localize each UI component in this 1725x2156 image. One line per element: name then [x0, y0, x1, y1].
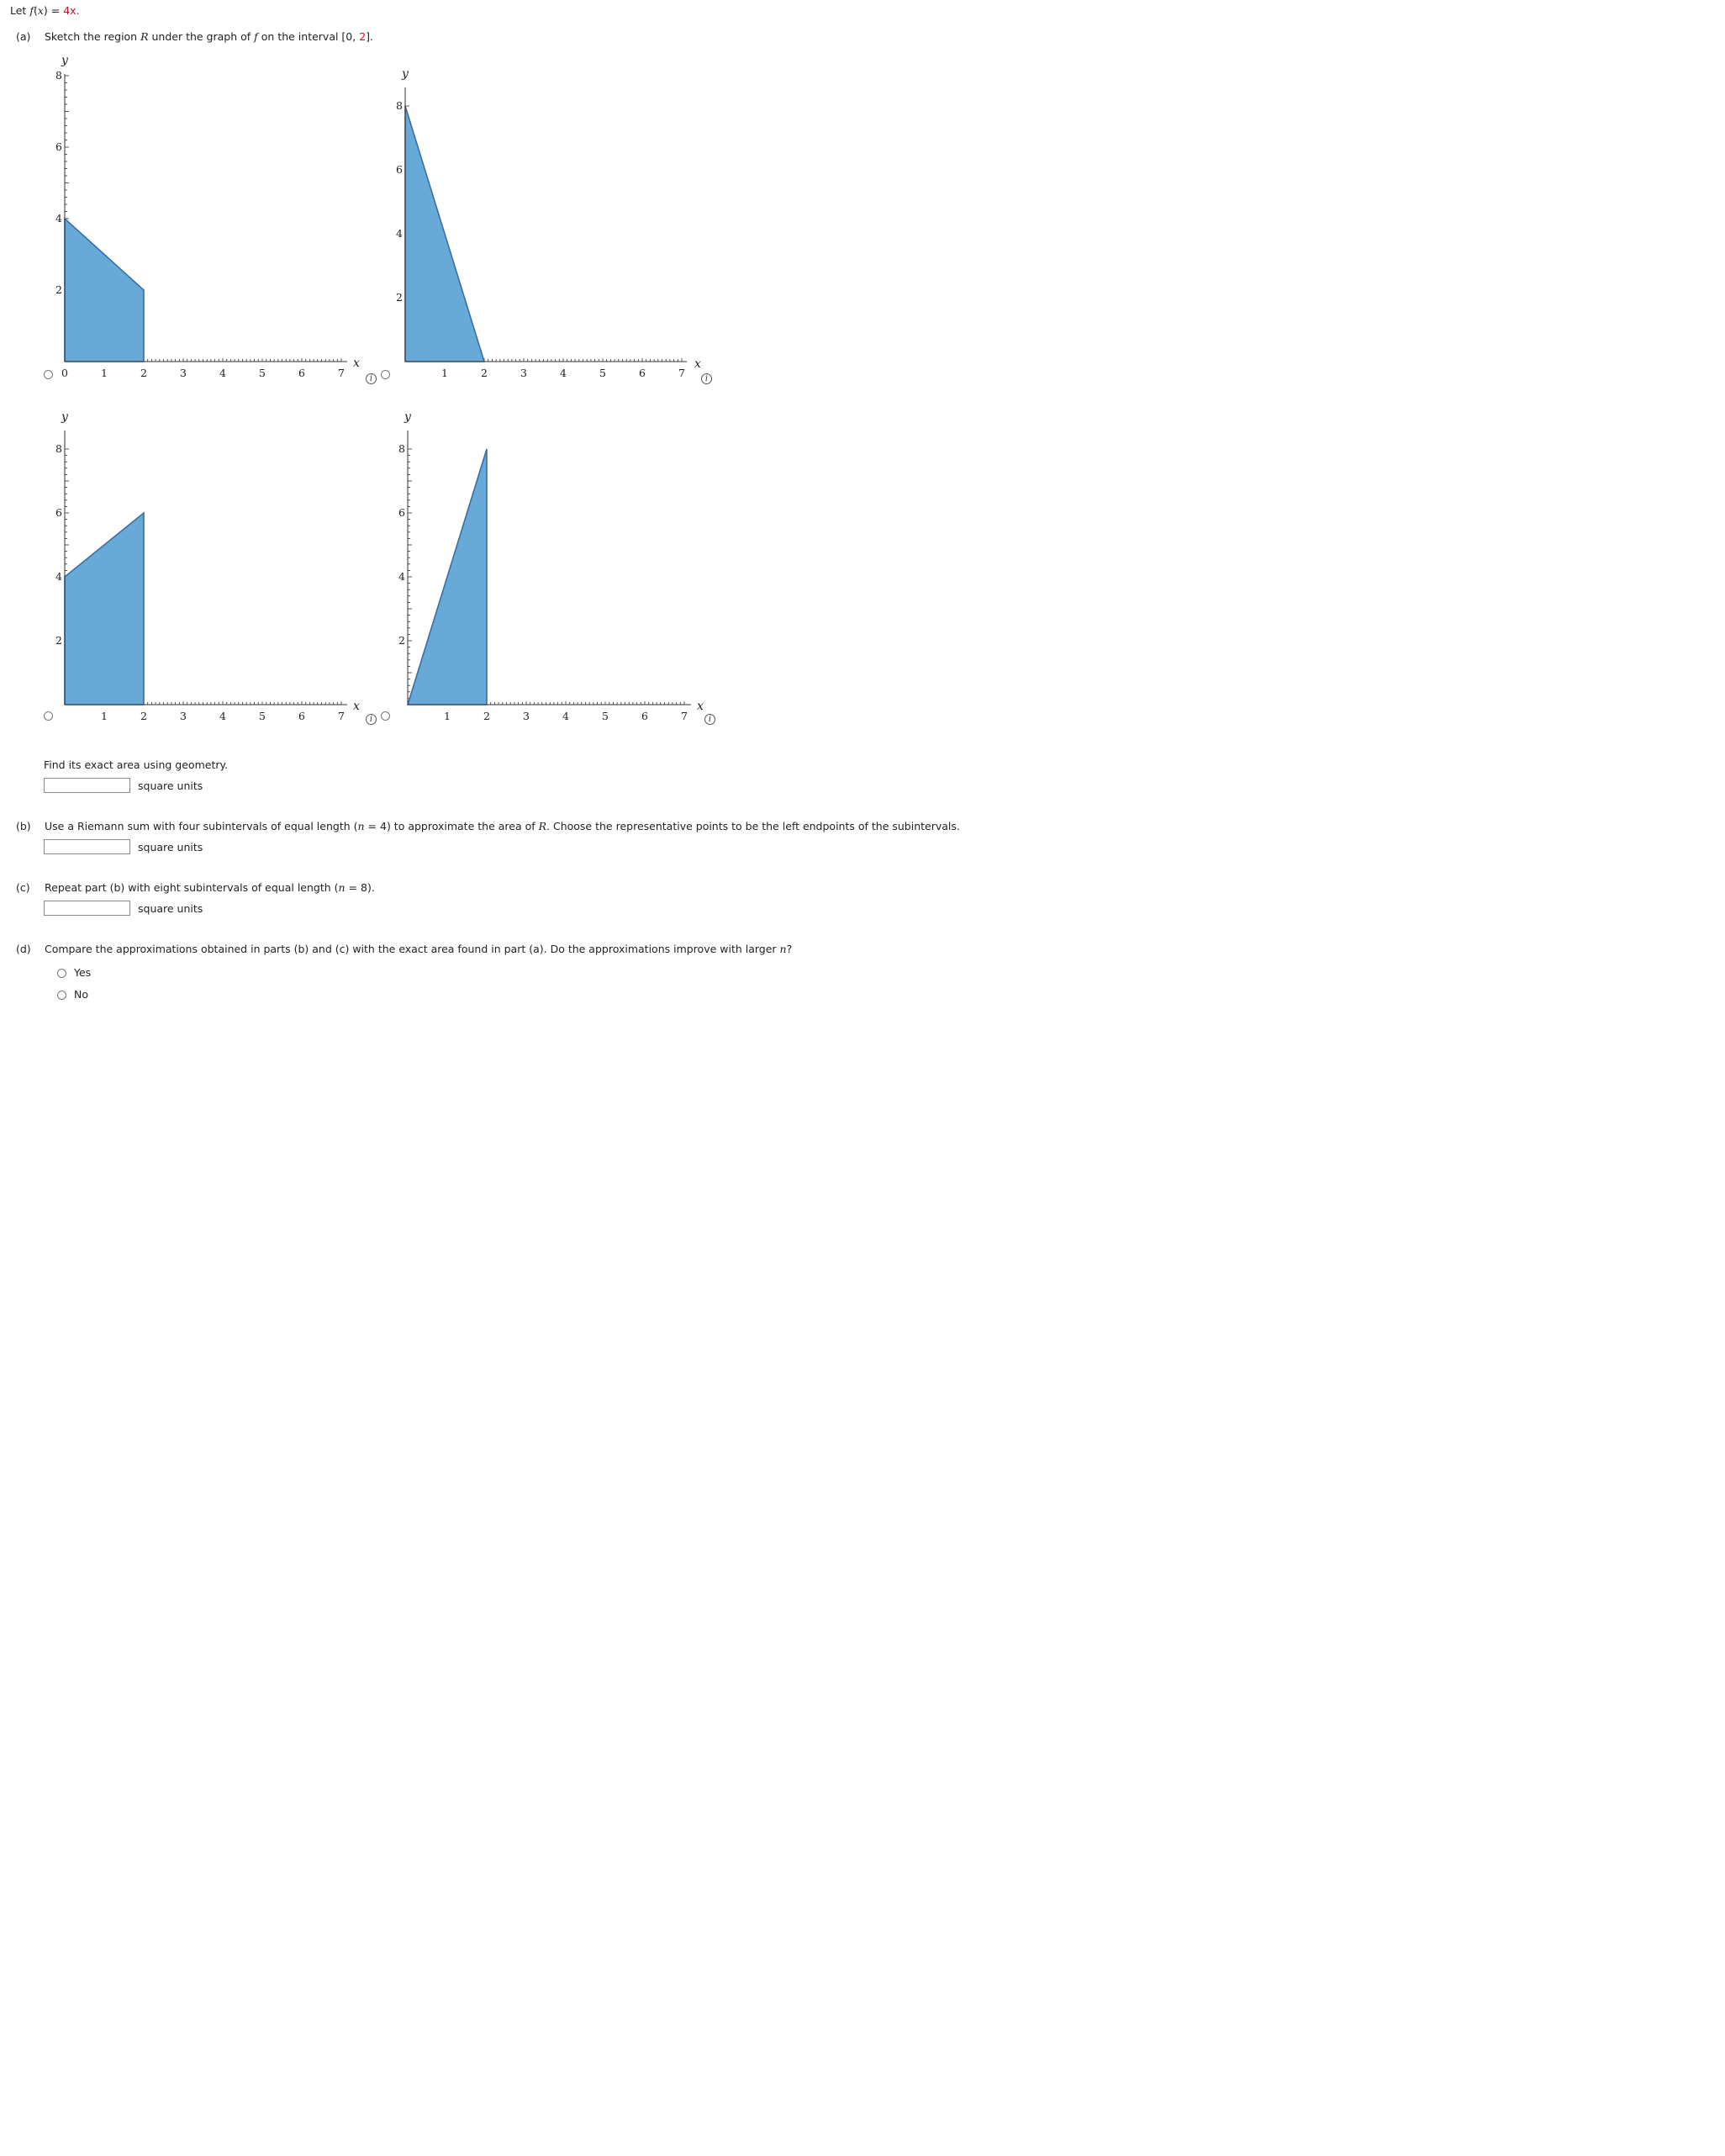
origin-label: 0 — [61, 367, 68, 379]
part-c-text-after: = 8). — [345, 881, 375, 894]
graph-option-c-radio[interactable] — [44, 711, 53, 721]
x-axis-label: x — [353, 700, 360, 713]
function-var: x — [37, 4, 44, 17]
part-d-prompt — [16, 943, 792, 955]
part-b-label: (b) — [16, 820, 31, 832]
info-icon[interactable]: i — [701, 373, 712, 384]
x-tick-label: 6 — [298, 367, 305, 379]
y-tick-label: 4 — [398, 570, 405, 583]
x-tick-label: 4 — [560, 367, 567, 379]
y-tick-label: 2 — [398, 634, 405, 647]
part-b-text: Use a Riemann sum with four subintervals of equal length ( — [45, 820, 358, 832]
y-axis-label: y — [61, 54, 68, 67]
y-tick-label: 6 — [398, 506, 405, 519]
x-tick-label: 4 — [219, 367, 226, 379]
y-axis-label: y — [404, 410, 411, 424]
n-var: n — [357, 820, 365, 832]
info-icon[interactable]: i — [704, 714, 715, 725]
x-tick-label: 1 — [101, 710, 108, 722]
region-fill — [405, 106, 484, 362]
x-tick-label: 7 — [681, 710, 688, 722]
equals: = — [47, 4, 64, 17]
y-axis-label: y — [402, 67, 409, 81]
part-a-units: square units — [138, 779, 203, 792]
n-var: n — [779, 943, 787, 955]
x-tick-label: 2 — [140, 710, 147, 722]
region-fill — [65, 513, 144, 705]
part-c-prompt — [16, 881, 375, 894]
y-tick-label: 4 — [396, 227, 403, 240]
x-tick-label: 2 — [140, 367, 147, 379]
region-fill — [408, 449, 487, 705]
x-tick-label: 2 — [483, 710, 490, 722]
part-a-text-mid: under the graph of — [148, 30, 255, 43]
y-tick-label: 6 — [55, 506, 62, 519]
function-expression: 4x. — [63, 4, 80, 17]
x-axis-label: x — [353, 357, 360, 370]
no-radio[interactable] — [57, 991, 66, 1000]
part-b-text-mid: to approximate the area of — [390, 820, 539, 832]
y-tick-label: 8 — [398, 442, 405, 455]
n-value: = 4) — [364, 820, 391, 832]
graph-option-d-radio[interactable] — [381, 711, 390, 721]
part-a-answer-input[interactable] — [44, 778, 130, 793]
graph-option-a-radio[interactable] — [44, 370, 53, 379]
part-d-text-after: ? — [786, 943, 793, 955]
x-tick-label: 5 — [602, 710, 609, 722]
y-tick-label: 2 — [396, 291, 403, 304]
region-letter: R — [538, 820, 547, 832]
y-tick-label: 4 — [55, 212, 62, 225]
x-tick-label: 1 — [101, 367, 108, 379]
part-c-label: (c) — [16, 881, 30, 894]
region-fill — [65, 219, 144, 362]
y-tick-label: 2 — [55, 283, 62, 296]
x-tick-label: 5 — [259, 710, 266, 722]
part-c-answer-input[interactable] — [44, 901, 130, 916]
part-d-text: Compare the approximations obtained in parts (b) and (c) with the exact area found in part (a). Do the approximations improve with larger — [45, 943, 780, 955]
y-tick-label: 6 — [396, 163, 403, 176]
x-tick-label: 2 — [481, 367, 488, 379]
part-a-text: Sketch the region — [45, 30, 141, 43]
part-b-answer-input[interactable] — [44, 839, 130, 854]
x-axis-label: x — [697, 700, 704, 713]
y-tick-label: 6 — [55, 140, 62, 153]
x-tick-label: 4 — [562, 710, 569, 722]
part-c-text: Repeat part (b) with eight subintervals of equal length ( — [45, 881, 339, 894]
part-a-prompt — [16, 30, 373, 43]
graph-option-b-radio[interactable] — [381, 370, 390, 379]
x-tick-label: 5 — [259, 367, 266, 379]
x-axis-label: x — [694, 357, 701, 371]
part-a-label: (a) — [16, 30, 31, 43]
part-c-units: square units — [138, 902, 203, 915]
part-b-text-after: . Choose the representative points to be the left endpoints of the subintervals. — [546, 820, 960, 832]
part-a-text-after: on the interval [0, — [257, 30, 360, 43]
y-tick-label: 8 — [396, 99, 403, 112]
n-var: n — [338, 881, 346, 894]
y-tick-label: 8 — [55, 69, 62, 82]
x-tick-label: 3 — [520, 367, 527, 379]
x-tick-label: 6 — [298, 710, 305, 722]
interval-end: 2 — [359, 30, 367, 43]
x-tick-label: 5 — [599, 367, 606, 379]
x-tick-label: 7 — [678, 367, 685, 379]
problem-statement: Let f(x) = 4x. — [10, 4, 80, 17]
no-label[interactable]: No — [74, 988, 88, 1001]
f-letter: f — [254, 30, 258, 43]
y-axis-label: y — [61, 410, 68, 424]
x-tick-label: 3 — [523, 710, 530, 722]
yes-label[interactable]: Yes — [74, 966, 92, 979]
x-tick-label: 7 — [338, 367, 345, 379]
part-b-units: square units — [138, 841, 203, 853]
x-tick-label: 6 — [641, 710, 648, 722]
x-tick-label: 7 — [338, 710, 345, 722]
y-tick-label: 2 — [55, 634, 62, 647]
x-tick-label: 3 — [180, 367, 187, 379]
yes-radio[interactable] — [57, 969, 66, 978]
part-d-label: (d) — [16, 943, 31, 955]
x-tick-label: 1 — [441, 367, 448, 379]
x-tick-label: 4 — [219, 710, 226, 722]
x-tick-label: 1 — [444, 710, 451, 722]
x-tick-label: 6 — [639, 367, 646, 379]
part-a-text-close: ]. — [366, 30, 374, 43]
info-icon[interactable]: i — [366, 714, 377, 725]
geometry-prompt: Find its exact area using geometry. — [44, 758, 229, 771]
y-tick-label: 4 — [55, 570, 62, 583]
function-name: f — [29, 4, 34, 17]
part-b-prompt — [16, 820, 960, 832]
region-letter: R — [140, 30, 149, 43]
x-tick-label: 3 — [180, 710, 187, 722]
y-tick-label: 8 — [55, 442, 62, 455]
let-prefix: Let — [10, 4, 30, 17]
info-icon[interactable]: i — [366, 373, 377, 384]
